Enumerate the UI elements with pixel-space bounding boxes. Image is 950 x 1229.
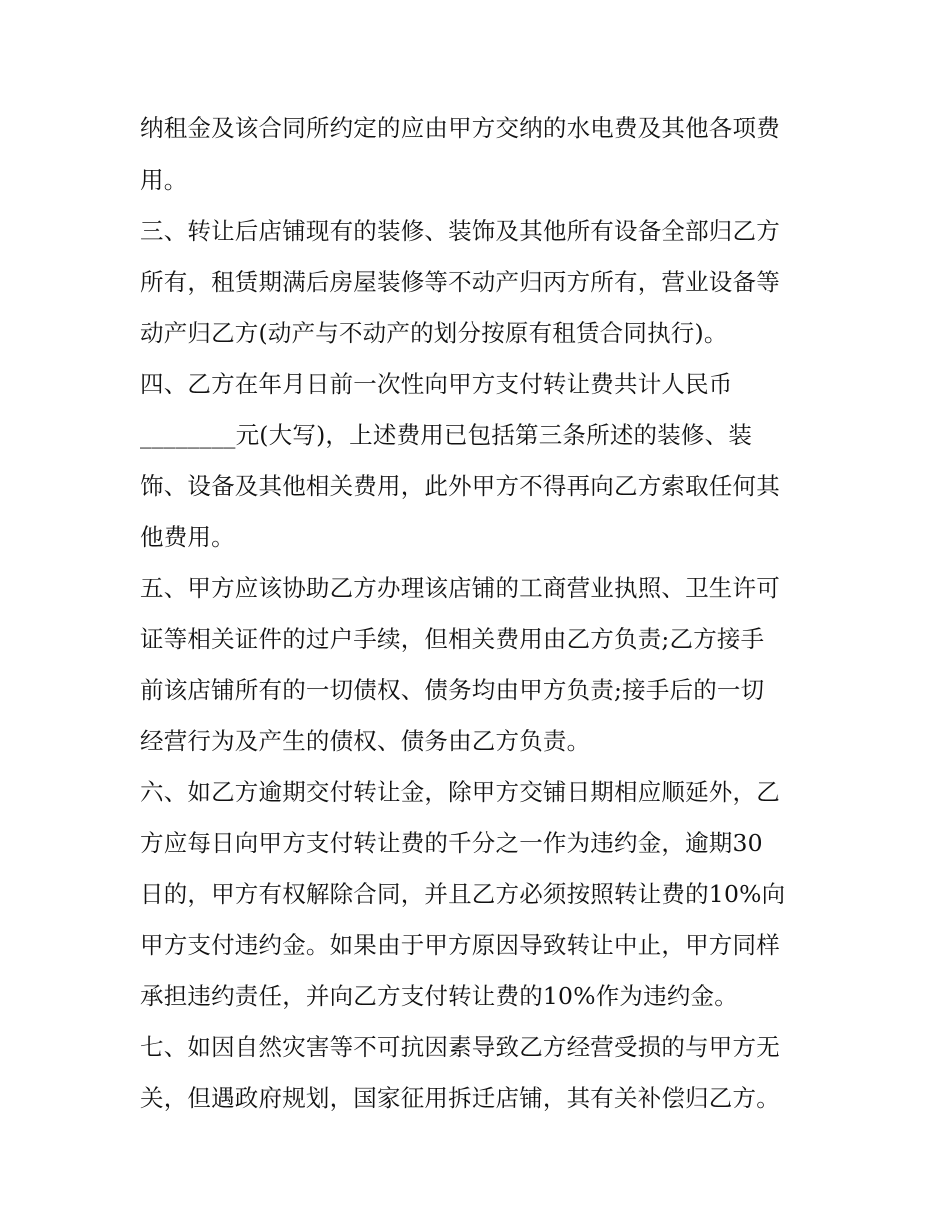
text-line: 用。 <box>140 166 188 194</box>
text-line: 动产归乙方(动产与不动产的划分按原有租赁合同执行)。 <box>140 319 728 347</box>
text-line: 证等相关证件的过户手续，但相关费用由乙方负责;乙方接手 <box>140 625 765 653</box>
text-line: 承担违约责任，并向乙方支付转让费的10%作为违约金。 <box>140 982 738 1010</box>
text-line: 饰、设备及其他相关费用，此外甲方不得再向乙方索取任何其 <box>140 472 780 500</box>
text-line: 前该店铺所有的一切债权、债务均由甲方负责;接手后的一切 <box>140 676 765 704</box>
clause-6-line: 六、如乙方逾期交付转让金，除甲方交铺日期相应顺延外，乙 <box>140 778 780 806</box>
text-line: ________元(大写)，上述费用已包括第三条所述的装修、装 <box>140 421 753 449</box>
text-line: 纳租金及该合同所约定的应由甲方交纳的水电费及其他各项费 <box>140 114 780 142</box>
text-line: 甲方支付违约金。如果由于甲方原因导致转让中止，甲方同样 <box>140 931 780 959</box>
text-line: 关，但遇政府规划，国家征用拆迁店铺，其有关补偿归乙方。 <box>140 1084 780 1112</box>
clause-3-line: 三、转让后店铺现有的装修、装饰及其他所有设备全部归乙方 <box>140 217 780 245</box>
clause-5-line: 五、甲方应该协助乙方办理该店铺的工商营业执照、卫生许可 <box>140 574 780 602</box>
text-line: 他费用。 <box>140 523 235 551</box>
text-line: 所有，租赁期满后房屋装修等不动产归丙方所有，营业设备等 <box>140 268 780 296</box>
clause-4-line: 四、乙方在年月日前一次性向甲方支付转让费共计人民币 <box>140 370 733 398</box>
text-line: 日的，甲方有权解除合同，并且乙方必须按照转让费的10%向 <box>140 880 786 908</box>
text-line: 方应每日向甲方支付转让费的千分之一作为违约金，逾期30 <box>140 829 763 857</box>
clause-7-line: 七、如因自然灾害等不可抗因素导致乙方经营受损的与甲方无 <box>140 1033 780 1061</box>
text-line: 经营行为及产生的债权、债务由乙方负责。 <box>140 727 591 755</box>
